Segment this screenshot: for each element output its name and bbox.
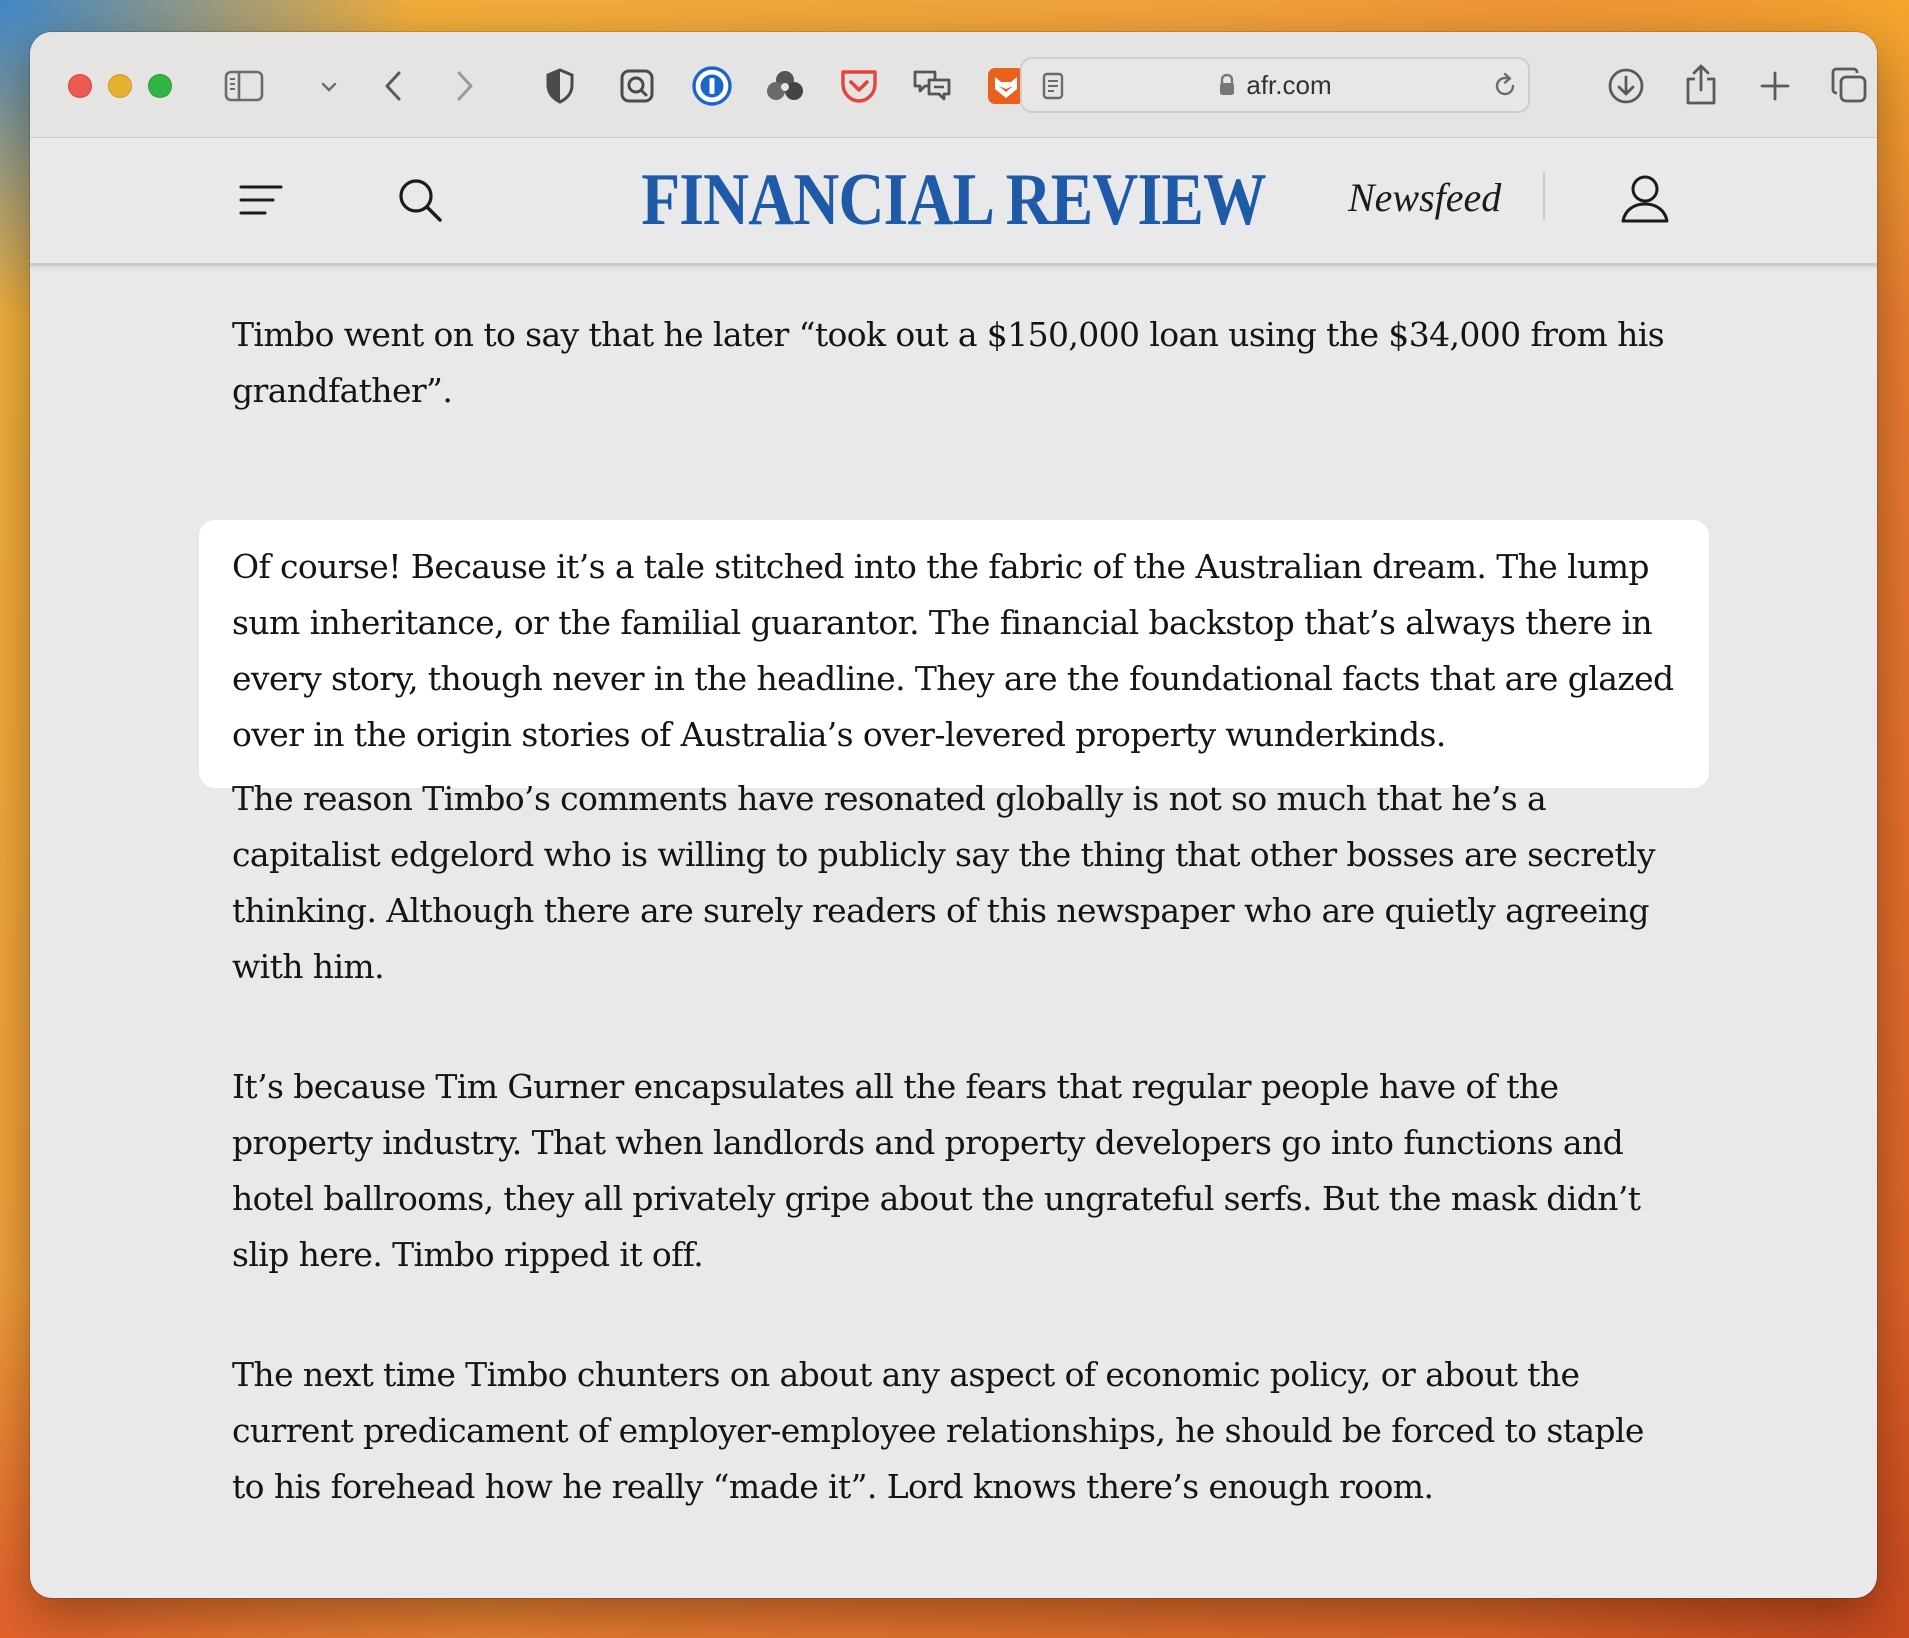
browser-toolbar: [30, 32, 1877, 138]
back-icon[interactable]: [378, 66, 408, 106]
article-paragraph-2: Of course! Because it’s a tale stitched into the fabric of the Australian dream. The lump sum inheritance, or the familial guarantor. The financial backstop that’s always there in every story, though never in the headline. They are the foundational facts that are glazed over in the origin stories of Australia’s over-levered property wunderkinds.: [232, 547, 1674, 754]
site-logo[interactable]: FINANCIAL REVIEW: [641, 159, 1266, 241]
lock-icon: [1218, 73, 1236, 97]
article-paragraph-3: The reason Timbo’s comments have resonated globally is not so much that he’s a capitalist edgelord who is willing to publicly say the thing that other bosses are secretly thinking. Although there are surely readers of this newspaper who are quietly agreeing with him.: [232, 779, 1655, 986]
translate-icon[interactable]: [910, 66, 954, 106]
sidebar-icon[interactable]: [222, 66, 266, 106]
search-extension-icon[interactable]: [617, 66, 657, 106]
tabs-overview-icon[interactable]: [1828, 64, 1870, 106]
forward-icon[interactable]: [450, 66, 480, 106]
article-paragraph-4: It’s because Tim Gurner encapsulates all the fears that regular people have of the property industry. That when landlords and property developers go into functions and hotel ballrooms, they all privately gripe about the ungrateful serfs. But the mask didn’t slip here. Timbo ripped it off.: [232, 1067, 1641, 1274]
shield-icon[interactable]: [542, 66, 578, 106]
account-icon[interactable]: [1617, 170, 1673, 226]
download-icon[interactable]: [1605, 65, 1647, 107]
address-bar[interactable]: [1020, 57, 1530, 113]
chevron-down-icon[interactable]: [314, 76, 344, 98]
article-paragraph-1: Timbo went on to say that he later “took out a $150,000 loan using the $34,000 from his grandfather”.: [232, 315, 1665, 410]
pocket-icon[interactable]: [838, 66, 880, 106]
close-window-button[interactable]: [68, 74, 92, 98]
shared-icon[interactable]: [764, 66, 806, 106]
header-divider: [1543, 172, 1545, 220]
browser-window: [30, 32, 1877, 1598]
reload-icon[interactable]: [1490, 71, 1520, 101]
minimize-window-button[interactable]: [108, 74, 132, 98]
zoom-window-button[interactable]: [148, 74, 172, 98]
share-icon[interactable]: [1680, 60, 1722, 108]
newsfeed-link[interactable]: Newsfeed: [1348, 175, 1502, 220]
site-header: [30, 138, 1877, 266]
article-paragraph-5: The next time Timbo chunters on about any aspect of economic policy, or about the current predicament of employer-employee relationships, he should be forced to staple to his forehead how he really “made it”. Lord knows there’s enough room.: [232, 1355, 1644, 1506]
onepassword-icon[interactable]: [691, 65, 733, 107]
url-text: afr.com: [1246, 69, 1332, 100]
new-tab-icon[interactable]: [1755, 66, 1795, 106]
